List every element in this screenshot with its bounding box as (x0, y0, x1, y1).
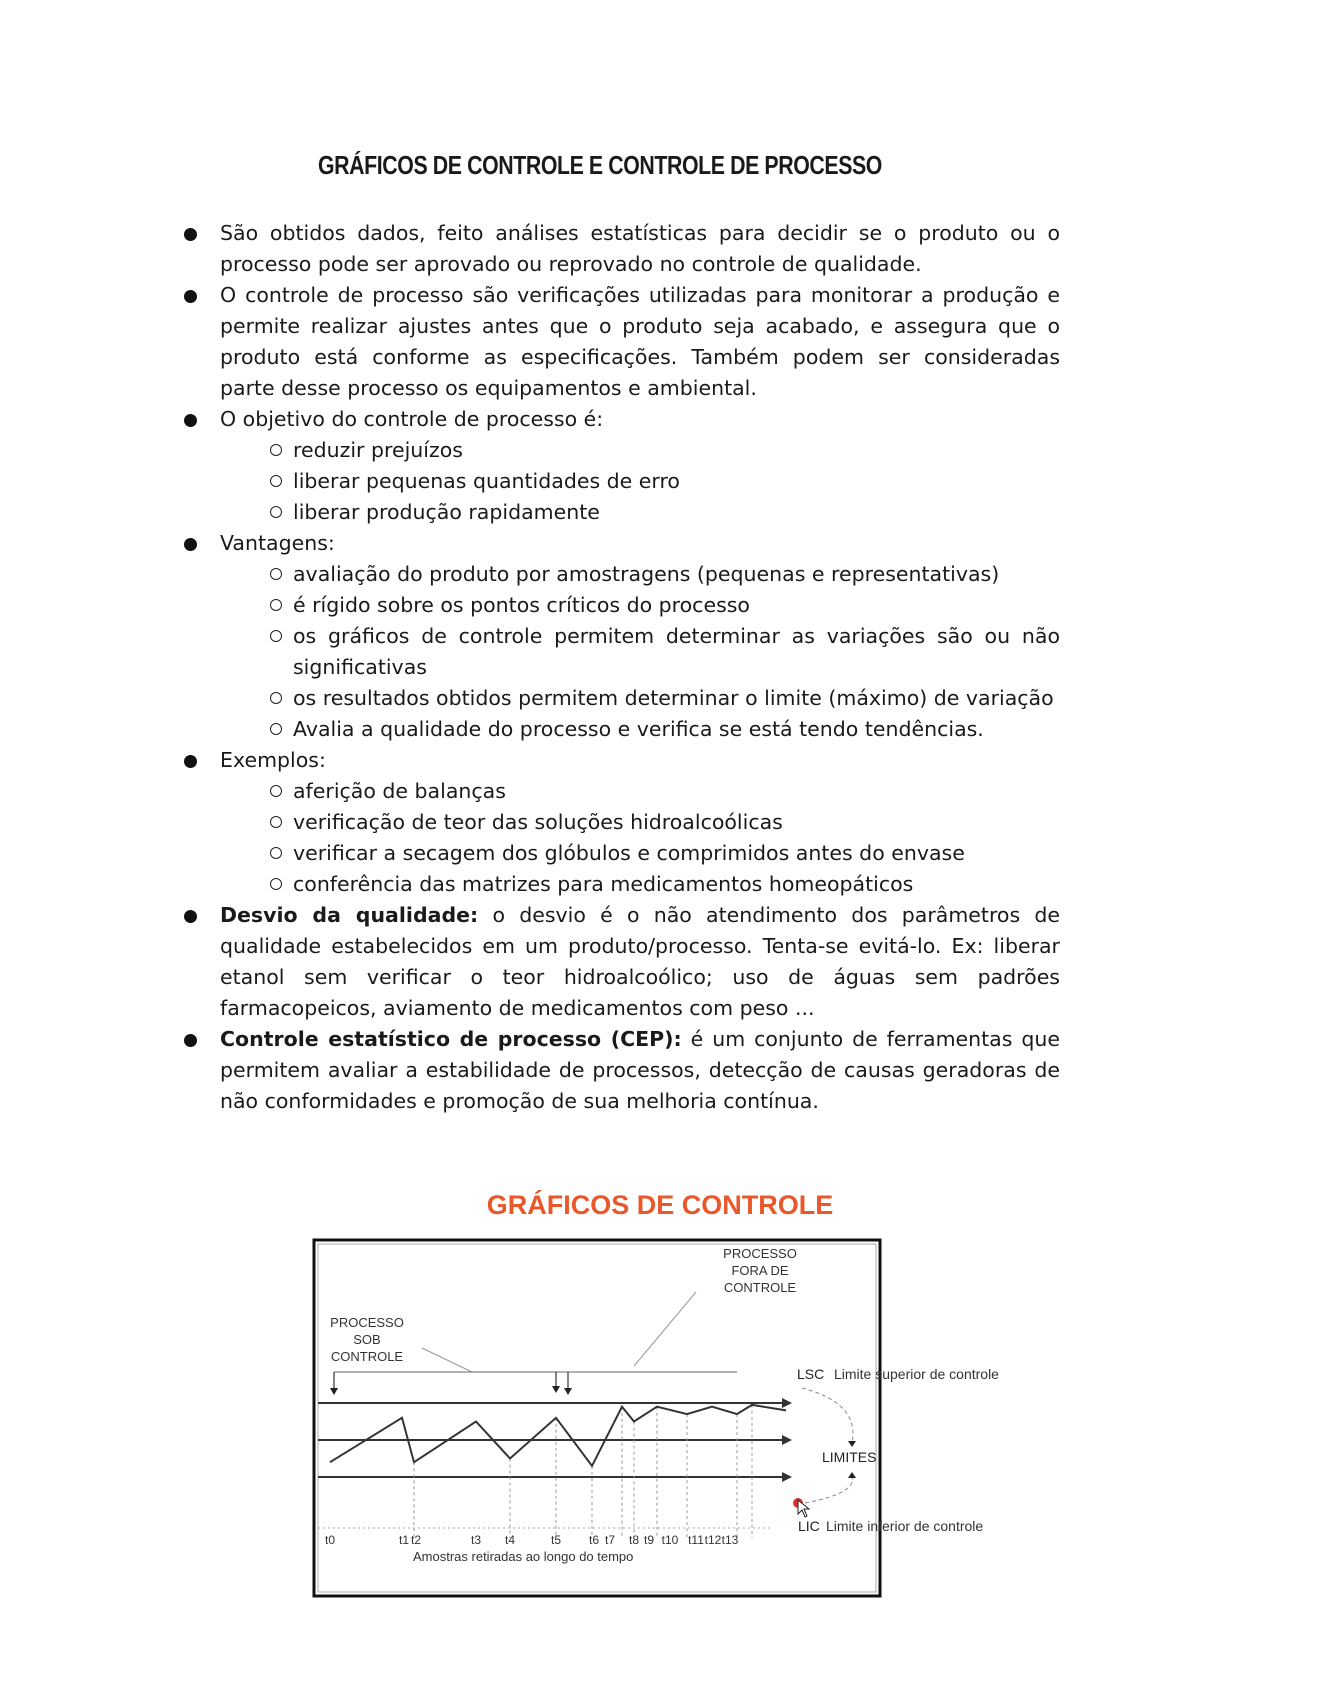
sub-item: é rígido sobre os pontos críticos do processo (220, 590, 1060, 621)
bullet-item (186, 1024, 1060, 1117)
x-tick-label: t1 (398, 1533, 410, 1547)
bullet-item (186, 900, 1060, 1024)
lsc-description: Limite superior de controle (834, 1366, 999, 1382)
sub-item: liberar pequenas quantidades de erro (220, 466, 1060, 497)
sub-item: Avalia a qualidade do processo e verifica se está tendo tendências. (220, 714, 1060, 745)
sub-item: os gráficos de controle permitem determinar as variações são ou não significativas (220, 621, 1060, 683)
x-tick-label: t13 (721, 1533, 739, 1547)
sub-list (220, 559, 1060, 745)
bullet-text: O objetivo do controle de processo é: (220, 407, 604, 431)
content (186, 218, 1060, 1117)
sub-item: os resultados obtidos permitem determinar o limite (máximo) de variação (220, 683, 1060, 714)
bullet-list (186, 218, 1060, 1117)
page-title: GRÁFICOS DE CONTROLE E CONTROLE DE PROCESSO (318, 150, 882, 180)
x-tick-label: t8 (628, 1533, 640, 1547)
bullet-item: São obtidos dados, feito análises estatísticas para decidir se o produto ou o processo pode ser aprovado ou reprovado no controle de qualidade. (186, 218, 1060, 280)
x-tick-label: t3 (470, 1533, 482, 1547)
bullet-item (186, 404, 1060, 528)
label-out-line3: CONTROLE (723, 1280, 797, 1295)
x-tick-label: t11 (688, 1533, 704, 1547)
x-tick-label: t9 (643, 1533, 655, 1547)
label-in-line2: SOB (353, 1332, 381, 1347)
bold-term: Controle estatístico de processo (CEP): (220, 1027, 682, 1051)
lic-description: Limite inferior de controle (826, 1518, 984, 1534)
label-in-line3: CONTROLE (330, 1349, 404, 1364)
sub-item: aferição de balanças (220, 776, 1060, 807)
sub-list (220, 776, 1060, 900)
label-in-line1: PROCESSO (330, 1315, 404, 1330)
bullet-text: Exemplos: (220, 748, 326, 772)
x-tick-label: t6 (588, 1533, 600, 1547)
sub-item: conferência das matrizes para medicamentos homeopáticos (220, 869, 1060, 900)
x-tick-label: t10 (661, 1533, 679, 1547)
label-out-line1: PROCESSO (723, 1246, 797, 1261)
x-tick-label: t4 (504, 1533, 516, 1547)
bullet-item (186, 745, 1060, 900)
x-axis-label: Amostras retiradas ao longo do tempo (413, 1549, 634, 1564)
bullet-text: é um conjunto de ferramentas que permitem avaliar a estabilidade de processos, detecção de causas geradoras de não conformidades e promoção de sua melhoria contínua. (220, 1027, 1060, 1113)
bullet-item: O controle de processo são verificações utilizadas para monitorar a produção e permite realizar ajustes antes que o produto seja acabado, e assegura que o produto está conforme as especificações. Também podem ser consideradas parte desse processo os equipamentos e ambiental. (186, 280, 1060, 404)
sub-item: avaliação do produto por amostragens (pequenas e representativas) (220, 559, 1060, 590)
control-chart (312, 1238, 999, 1598)
sub-item: verificar a secagem dos glóbulos e comprimidos antes do envase (220, 838, 1060, 869)
x-tick-label: t12 (704, 1533, 722, 1547)
bullet-text: o desvio é o não atendimento dos parâmetros de qualidade estabelecidos em um produto/processo. Tenta-se evitá-lo. Ex: liberar etanol sem verificar o teor hidroalcoólico; uso de águas sem padrões farmacopeicos, aviamento de medicamentos com peso ... (220, 903, 1060, 1020)
x-tick-label: t2 (410, 1533, 422, 1547)
lic-label: LIC (798, 1518, 820, 1534)
limites-label: LIMITES (822, 1449, 877, 1465)
bullet-text: Vantagens: (220, 531, 335, 555)
x-tick-label: t7 (604, 1533, 616, 1547)
label-out-line2: FORA DE (731, 1263, 789, 1278)
x-tick-label: t5 (550, 1533, 562, 1547)
lsc-label: LSC (797, 1366, 825, 1382)
bold-term: Desvio da qualidade: (220, 903, 479, 927)
bullet-item (186, 528, 1060, 745)
sub-list (220, 435, 1060, 528)
chart-svg (312, 1238, 999, 1598)
sub-item: liberar produção rapidamente (220, 497, 1060, 528)
sub-item: reduzir prejuízos (220, 435, 1060, 466)
chart-title: GRÁFICOS DE CONTROLE (486, 1190, 834, 1220)
sub-item: verificação de teor das soluções hidroalcoólicas (220, 807, 1060, 838)
x-tick-label: t0 (324, 1533, 336, 1547)
